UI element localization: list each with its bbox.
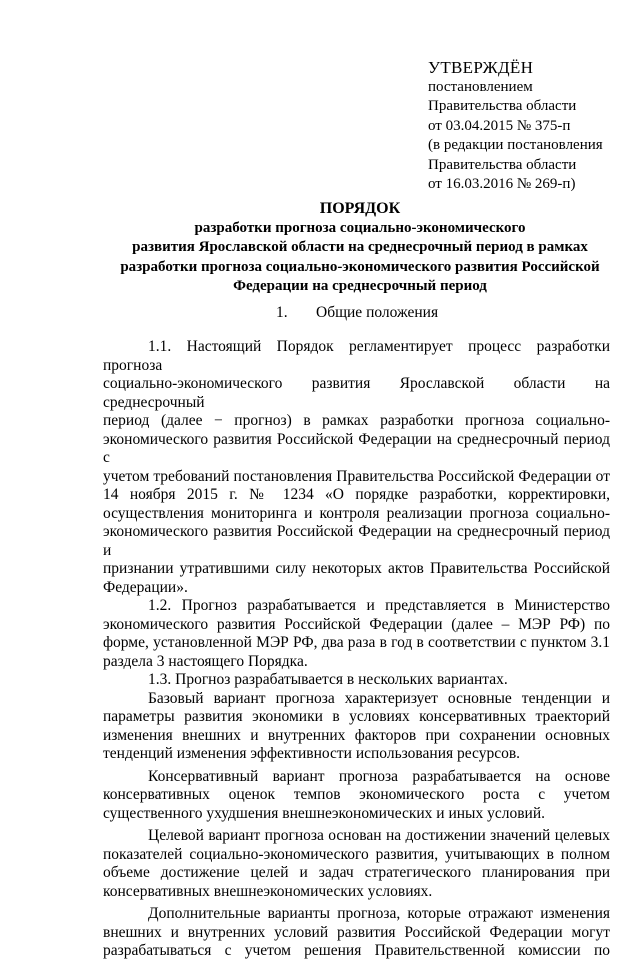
paragraph [103, 905, 610, 961]
text-line: раздела 3 настоящего Порядка. [103, 652, 308, 670]
text-line: признании утратившими силу некоторых актов Правительства Российской [103, 560, 610, 577]
approval-line: от 16.03.2016 № 269-п) [428, 176, 576, 192]
title-line: разработки прогноза социально-экономического [194, 219, 526, 236]
text-line: Целевой вариант прогноза основан на достижении значений целевых [148, 827, 610, 844]
paragraph [103, 597, 610, 671]
title-line: разработки прогноза социально-экономического развития Российской [120, 258, 600, 275]
text-line: существенного ухудшения внешнеэкономических и иных условий. [103, 804, 545, 822]
paragraph [103, 338, 610, 597]
approval-line: (в редакции постановления [428, 137, 603, 153]
text-line: параметры развития экономики в условиях консервативных траекторий [103, 708, 610, 725]
text-line: показателей социально-экономического развития, учитывающих в полном [103, 845, 610, 863]
text-line: осуществления мониторинга и контроля реализации прогноза социально- [103, 504, 610, 522]
text-line: разрабатываться с учетом решения Правительственной комиссии по [103, 942, 610, 959]
paragraph [103, 671, 610, 690]
section-number: 1. [276, 304, 288, 321]
text-line: внешних и внутренних условий развития Российской Федерации могут [103, 923, 610, 941]
approval-line: Правительства области [428, 98, 577, 114]
paragraph [103, 768, 610, 824]
approval-line: от 03.04.2015 № 375-п [428, 117, 571, 134]
text-line: экономического развития Российской Федерации на среднесрочный период и [103, 523, 610, 559]
text-line: Базовый вариант прогноза характеризует основные тенденции и [148, 689, 610, 707]
text-line: учетом требований постановления Правительства Российской Федерации от [103, 467, 610, 485]
text-line: форме, установленной МЭР РФ, два раза в год в соответствии с пунктом 3.1 [103, 634, 610, 651]
text-line: Федерации». [103, 578, 188, 596]
text-line: консервативных оценок темпов экономического роста с учетом [103, 786, 610, 803]
document-title [100, 199, 620, 297]
text-line: 1.2. Прогноз разрабатывается и представляется в Министерство [148, 597, 610, 614]
title-line: ПОРЯДОК [319, 200, 401, 217]
text-line: консервативных внешнеэкономических условиях. [103, 882, 433, 900]
approval-stamp [428, 58, 628, 195]
text-line: 1.1. Настоящий Порядок регламентирует процесс разработки прогноза [103, 338, 610, 374]
text-line: Консервативный вариант прогноза разрабатывается на основе [148, 767, 610, 785]
text-line: изменения внешних и внутренних факторов при сохранении основных [103, 726, 610, 744]
text-line: тенденций изменения эффективности использования ресурсов. [103, 745, 521, 762]
title-line: развития Ярославской области на среднесрочный период в рамках [132, 239, 588, 255]
approval-line: постановлением [428, 78, 533, 95]
text-line: экономического развития Российской Федерации (далее – МЭР РФ) по [103, 615, 610, 633]
approval-line: Правительства области [428, 156, 577, 173]
text-line: период (далее − прогноз) в рамках разработки прогноза социально- [103, 412, 610, 429]
section-title: Общие положения [316, 304, 439, 321]
text-line: социально-экономического развития Ярославской области на среднесрочный [103, 375, 610, 411]
text-line: экономического развития Российской Федерации на среднесрочный период с [103, 430, 610, 466]
text-line: Дополнительные варианты прогноза, которые отражают изменения [148, 905, 610, 922]
text-line: объеме достижение целей и задач стратегического планирования при [103, 864, 610, 881]
title-line: Федерации на среднесрочный период [233, 278, 487, 294]
document-body [103, 338, 610, 961]
text-line: 1.3. Прогноз разрабатывается в нескольких вариантах. [148, 671, 508, 688]
paragraph [103, 690, 610, 764]
text-line: 14 ноября 2015 г. № 1234 «О порядке разработки, корректировки, [103, 486, 610, 503]
section-heading [276, 303, 438, 323]
approval-line: УТВЕРЖДЁН [428, 58, 534, 77]
paragraph [103, 827, 610, 901]
